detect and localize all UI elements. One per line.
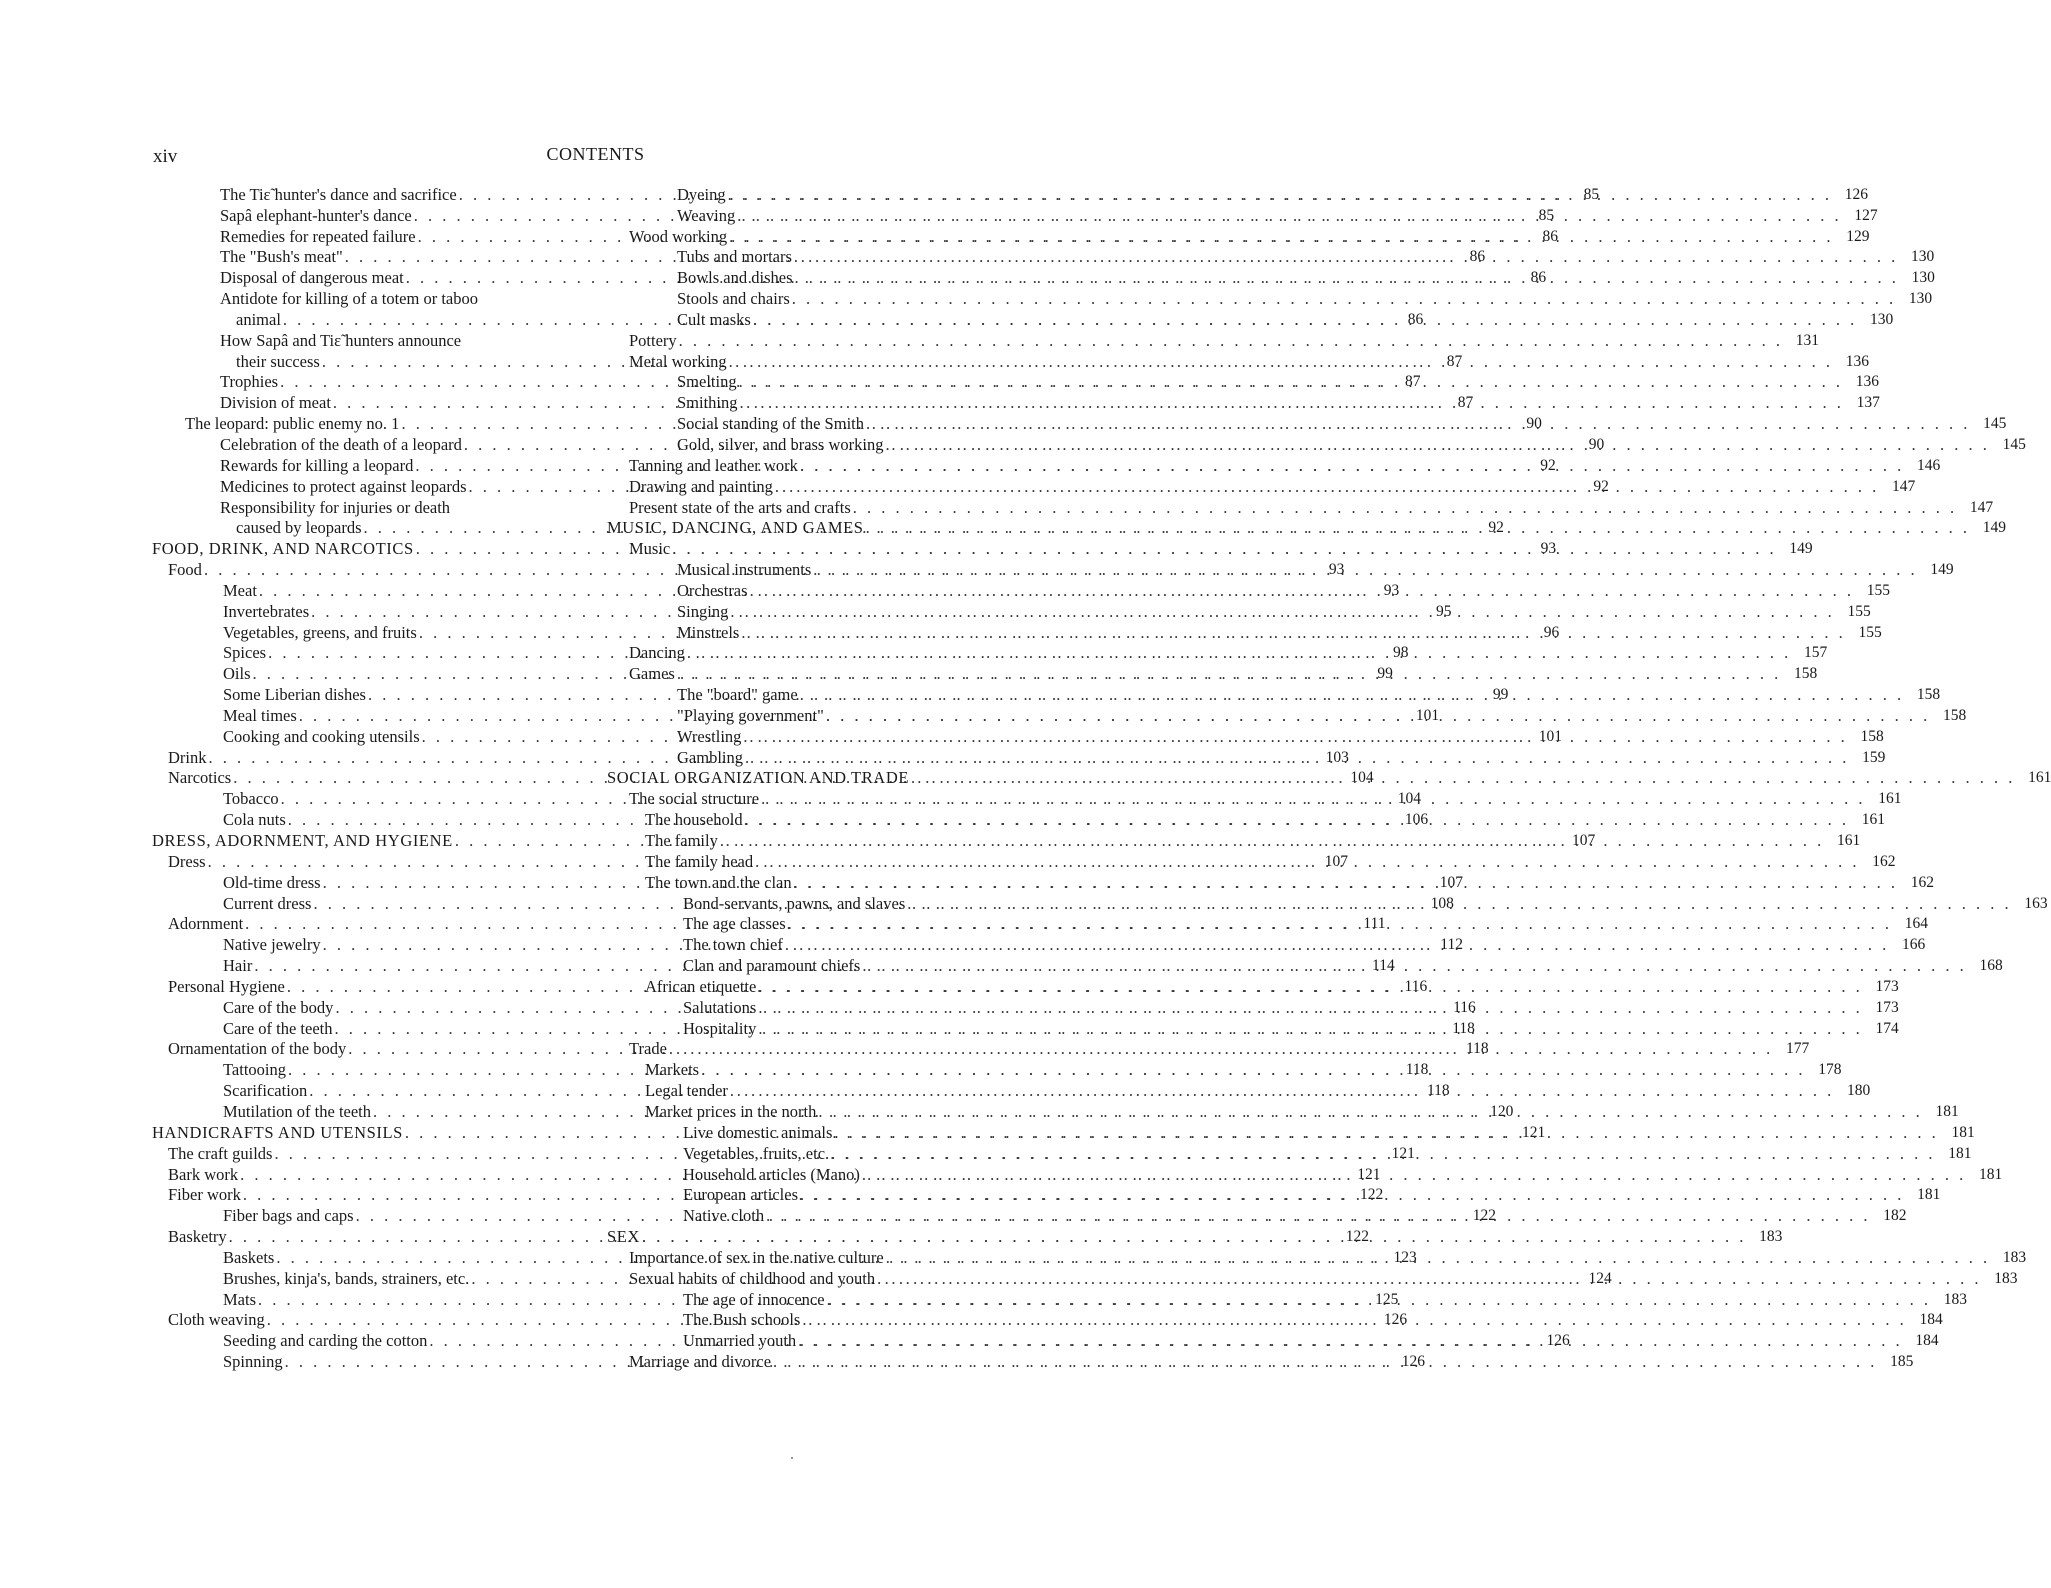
toc-page-number: 149 bbox=[1982, 519, 2006, 537]
toc-entry-label: How Sapâ and Tiɛ̃ hunters announce bbox=[220, 330, 462, 350]
toc-page-number: 136 bbox=[1855, 373, 1879, 391]
toc-page-number: 158 bbox=[1942, 706, 1967, 724]
leader-dots bbox=[864, 518, 1972, 537]
toc-entry-label: Personal Hygiene bbox=[168, 976, 285, 996]
toc-page-number: 121 bbox=[1522, 1123, 1546, 1141]
toc-entry-label: Stools and chairs bbox=[677, 289, 790, 309]
leader-dots bbox=[753, 852, 1861, 871]
toc-entry-label: Meal times bbox=[223, 705, 297, 725]
toc-entry-label: Live domestic animals bbox=[683, 1122, 833, 1142]
leader-dots bbox=[860, 1165, 1968, 1184]
toc-page-number: 122 bbox=[1360, 1186, 1384, 1204]
toc-entry-label: Antidote for killing of a totem or taboo bbox=[220, 289, 478, 309]
toc-page-number: 101 bbox=[1538, 727, 1562, 745]
toc-page-number: 157 bbox=[1804, 644, 1828, 662]
toc-page-number: 96 bbox=[1543, 623, 1560, 641]
toc-page-number: 158 bbox=[1793, 665, 1818, 683]
toc-entry-label: Scarification bbox=[223, 1081, 308, 1101]
leader-dots bbox=[860, 956, 1968, 975]
toc-page-number: 183 bbox=[1759, 1228, 1783, 1246]
toc-entry-label: "Playing government" bbox=[677, 705, 824, 725]
toc-page-number: 147 bbox=[1892, 477, 1916, 495]
toc-entry-label: Food bbox=[168, 560, 202, 580]
toc-page-number: 147 bbox=[1969, 498, 1994, 516]
toc-entry-label: Cult masks bbox=[677, 309, 751, 329]
toc-entry-label: Some Liberian dishes bbox=[223, 685, 366, 705]
toc-page-number: 111 bbox=[1363, 915, 1386, 933]
toc-entry-label: Music bbox=[629, 539, 671, 559]
toc-entry-label: The town and the clan bbox=[645, 872, 792, 892]
toc-entry-label: MUSIC, DANCING, AND GAMES bbox=[607, 518, 864, 538]
toc-page-number: 177 bbox=[1786, 1040, 1810, 1058]
leader-dots bbox=[851, 498, 1959, 517]
toc-entry-label: Metal working bbox=[629, 351, 727, 371]
toc-page-number: 136 bbox=[1845, 352, 1869, 370]
toc-page-number: 103 bbox=[1325, 748, 1349, 766]
toc-entry-label: Singing bbox=[677, 601, 729, 621]
toc-entry-label: DRESS, ADORNMENT, AND HYGIENE bbox=[152, 831, 453, 850]
leader-dots bbox=[718, 831, 1826, 850]
leader-dots bbox=[792, 873, 1900, 892]
leader-dots bbox=[759, 789, 1867, 808]
toc-entry-label: Old-time dress bbox=[223, 872, 321, 892]
leader-dots bbox=[739, 623, 1847, 642]
toc-entry-label: Tanning and leather work bbox=[629, 455, 798, 475]
toc-page-number: 126 bbox=[1844, 185, 1868, 203]
toc-page-number: 116 bbox=[1404, 977, 1428, 995]
toc-page-number: 127 bbox=[1854, 206, 1878, 224]
toc-entry-label: Fiber work bbox=[168, 1185, 241, 1205]
toc-entry-label: Narcotics bbox=[168, 768, 232, 788]
toc-entry-label: Remedies for repeated failure bbox=[220, 226, 416, 246]
toc-page-number: 104 bbox=[1397, 790, 1422, 808]
toc-page-number: 149 bbox=[1789, 540, 1813, 558]
toc-entry-label: Market prices in the north bbox=[645, 1101, 817, 1121]
toc-page-number: 114 bbox=[1372, 957, 1395, 975]
toc-page-number: 107 bbox=[1439, 873, 1463, 891]
leader-dots bbox=[792, 247, 1900, 266]
toc-page-number: 85 bbox=[1583, 185, 1600, 203]
toc-entry-label: Smelting bbox=[677, 372, 737, 392]
leader-dots bbox=[764, 1206, 1872, 1225]
leader-dots bbox=[727, 352, 1835, 371]
leader-dots bbox=[756, 977, 1864, 996]
toc-page-number: 86 bbox=[1407, 310, 1424, 328]
leader-dots bbox=[748, 581, 1856, 600]
toc-entry-label: The "board" game bbox=[677, 685, 798, 705]
toc-entry-line bbox=[148, 329, 580, 350]
toc-entry-label: Importance of sex in the native culture bbox=[629, 1247, 884, 1267]
toc-page-number: 92 bbox=[1593, 477, 1609, 495]
toc-entry-label: Pottery bbox=[629, 330, 677, 350]
toc-entry-label: Brushes, kinja's, bands, strainers, etc. bbox=[223, 1268, 470, 1288]
toc-entry-label: Drawing and painting bbox=[629, 476, 773, 496]
leader-dots bbox=[773, 477, 1881, 496]
toc-page-number: 122 bbox=[1345, 1228, 1370, 1246]
toc-page-number: 92 bbox=[1488, 519, 1504, 537]
toc-entry-label: The family bbox=[645, 831, 718, 850]
toc-entry-label: Basketry bbox=[168, 1227, 227, 1247]
toc-entry-label: The leopard: public enemy no. 1 bbox=[185, 414, 400, 434]
toc-page-number: 120 bbox=[1490, 1102, 1514, 1120]
leader-dots bbox=[735, 206, 1843, 225]
page-folio: xiv bbox=[153, 146, 178, 167]
toc-entry-label: Spices bbox=[223, 643, 267, 663]
toc-entry-label: Household articles (Mano) bbox=[683, 1164, 860, 1184]
toc-page-number: 104 bbox=[1350, 769, 1374, 787]
toc-entry-label: The household bbox=[645, 810, 743, 830]
toc-entry-label: Markets bbox=[645, 1060, 700, 1080]
toc-page-number: 126 bbox=[1546, 1332, 1570, 1350]
toc-page-number: 178 bbox=[1818, 1061, 1842, 1079]
toc-page-number: 149 bbox=[1930, 561, 1954, 579]
toc-entry-line bbox=[148, 287, 580, 308]
toc-entry[interactable] bbox=[605, 496, 1994, 517]
leader-dots bbox=[699, 1060, 1807, 1079]
toc-page-number: 87 bbox=[1457, 394, 1474, 412]
toc-page-number: 118 bbox=[1465, 1040, 1489, 1058]
toc-entry-label: Weaving bbox=[677, 205, 736, 225]
toc-entry-label: Care of the body bbox=[223, 997, 334, 1017]
toc-entry-label: Cola nuts bbox=[223, 810, 286, 830]
toc-entry-label: Tobacco bbox=[223, 789, 279, 809]
toc-entry-label: Mats bbox=[223, 1289, 256, 1309]
toc-entry-label: Hair bbox=[223, 956, 253, 976]
toc-page-number: 99 bbox=[1492, 686, 1509, 704]
toc-entry[interactable] bbox=[605, 329, 1820, 350]
toc-page-number: 92 bbox=[1540, 456, 1556, 474]
toc-entry-label: Dyeing bbox=[677, 184, 726, 204]
toc-entry-label: Trophies bbox=[220, 372, 279, 392]
toc-entry-label: Bowls and dishes bbox=[677, 268, 793, 288]
toc-entry-label: caused by leopards bbox=[236, 518, 362, 538]
leader-dots bbox=[793, 268, 1901, 287]
leader-dots bbox=[738, 393, 1846, 412]
toc-entry-label: Native cloth bbox=[683, 1206, 765, 1226]
toc-page-number: 185 bbox=[1890, 1353, 1914, 1371]
toc-page-number: 130 bbox=[1911, 269, 1935, 287]
toc-entry-label: Bark work bbox=[168, 1164, 239, 1184]
toc-page-number: 95 bbox=[1436, 602, 1452, 620]
toc-page-number: 112 bbox=[1440, 936, 1463, 954]
leader-dots bbox=[751, 310, 1859, 329]
toc-entry-label: The age of innocence bbox=[683, 1289, 825, 1309]
toc-entry-label: Care of the teeth bbox=[223, 1018, 333, 1038]
toc-page-number: 131 bbox=[1795, 331, 1820, 349]
toc-entry-label: Clan and paramount chiefs bbox=[683, 956, 861, 976]
toc-page-number: 130 bbox=[1911, 248, 1935, 266]
leader-dots bbox=[783, 935, 1891, 954]
toc-entry-label: Legal tender bbox=[645, 1081, 728, 1101]
leader-dots bbox=[743, 748, 1851, 767]
leader-dots bbox=[816, 1102, 1924, 1121]
leader-dots bbox=[670, 539, 1778, 558]
leader-dots bbox=[640, 1227, 1748, 1246]
toc-page-number: 159 bbox=[1862, 748, 1886, 766]
toc-entry-label: Ornamentation of the body bbox=[168, 1039, 347, 1059]
leader-dots bbox=[756, 1019, 1864, 1038]
toc-page-number: 155 bbox=[1866, 581, 1890, 599]
leader-dots bbox=[726, 185, 1834, 204]
leader-dots bbox=[728, 1081, 1836, 1100]
toc-page-number: 125 bbox=[1375, 1290, 1399, 1308]
toc-page-number: 183 bbox=[2002, 1248, 2027, 1266]
toc-page-number: 86 bbox=[1530, 269, 1547, 287]
toc-entry-label: Social standing of the Smith bbox=[677, 414, 864, 434]
toc-page-number: 126 bbox=[1383, 1311, 1408, 1329]
leader-dots bbox=[800, 1310, 1908, 1329]
leader-dots bbox=[832, 1123, 1940, 1142]
toc-page-number: 155 bbox=[1858, 623, 1882, 641]
toc-page-number: 145 bbox=[2002, 435, 2026, 453]
toc-page-number: 118 bbox=[1426, 1082, 1450, 1100]
leader-dots bbox=[741, 727, 1849, 746]
toc-page-number: 99 bbox=[1377, 665, 1393, 683]
running-title: CONTENTS bbox=[546, 144, 645, 164]
toc-entry-label: Gold, silver, and brass working bbox=[677, 434, 884, 454]
toc-entry-label: Vegetables, fruits, etc. bbox=[683, 1143, 830, 1163]
toc-entry-label: Division of meat bbox=[220, 393, 331, 413]
toc-entry-label: Bond-servants, pawns, and slaves bbox=[683, 893, 906, 913]
toc-entry-label: Cooking and cooking utensils bbox=[223, 726, 420, 746]
toc-page-number: 98 bbox=[1392, 644, 1409, 662]
toc-page-number: 183 bbox=[1994, 1269, 2018, 1287]
toc-entry-label: Gambling bbox=[677, 747, 743, 767]
toc-entry-label: SEX bbox=[607, 1227, 640, 1247]
leader-dots bbox=[796, 1331, 1904, 1350]
leader-dots bbox=[798, 1185, 1906, 1204]
toc-page-number: 181 bbox=[1979, 1165, 2003, 1183]
toc-entry-label: animal bbox=[236, 309, 281, 329]
toc-entry-label: Sexual habits of childhood and youth bbox=[629, 1268, 876, 1288]
leader-dots bbox=[909, 768, 2017, 787]
toc-entry-label: Orchestras bbox=[677, 580, 748, 600]
toc-entry-label: The craft guilds bbox=[168, 1143, 273, 1163]
toc-page-number: 118 bbox=[1405, 1061, 1429, 1079]
toc-entry-label: Medicines to protect against leopards bbox=[220, 476, 467, 496]
leader-dots bbox=[743, 810, 1851, 829]
toc-entry-label: their success bbox=[236, 351, 320, 371]
leader-dots bbox=[884, 1248, 1992, 1267]
toc-page-number: 90 bbox=[1526, 415, 1542, 433]
toc-page-number: 90 bbox=[1588, 435, 1605, 453]
toc-entry-label: The Bush schools bbox=[683, 1310, 801, 1330]
toc-page-number: 122 bbox=[1472, 1207, 1496, 1225]
toc-entry-label: Minstrels bbox=[677, 622, 740, 642]
toc-entry-label: Musical instruments bbox=[677, 560, 812, 580]
toc-entry-label: Marriage and divorce bbox=[629, 1352, 772, 1372]
toc-page-number: 93 bbox=[1328, 561, 1345, 579]
toc-entry-label: Baskets bbox=[223, 1247, 275, 1267]
toc-entry-label: Native jewelry bbox=[223, 935, 321, 955]
toc-page-number: 86 bbox=[1469, 248, 1486, 266]
toc-page-number: 126 bbox=[1401, 1353, 1425, 1371]
leader-dots bbox=[786, 914, 1894, 933]
toc-entry-label: Salutations bbox=[683, 997, 757, 1017]
toc-entry-label: Dancing bbox=[629, 643, 685, 663]
toc-page-number: 161 bbox=[2028, 769, 2051, 787]
toc-page-number: 181 bbox=[1935, 1102, 1959, 1120]
leader-dots bbox=[829, 1144, 1937, 1163]
toc-page-number: 158 bbox=[1916, 686, 1941, 704]
toc-entry-label: Games bbox=[629, 664, 675, 684]
leader-dots bbox=[667, 1039, 1775, 1058]
toc-entry-label: African etiquette bbox=[645, 976, 757, 996]
leader-dots bbox=[685, 643, 1793, 662]
toc-entry-label: Dress bbox=[168, 851, 206, 871]
toc-page-number: 121 bbox=[1357, 1165, 1381, 1183]
toc-entry-label: European articles bbox=[683, 1185, 798, 1205]
toc-page-number: 181 bbox=[1917, 1186, 1941, 1204]
leader-dots bbox=[875, 1269, 1983, 1288]
toc-page-number: 163 bbox=[2024, 894, 2048, 912]
toc-page-number: 86 bbox=[1542, 227, 1558, 245]
toc-entry-line bbox=[148, 496, 580, 517]
toc-entry-label: Present state of the arts and crafts bbox=[629, 497, 851, 517]
toc-entry-label: Tubs and mortars bbox=[677, 247, 792, 267]
toc-entry-label: Adornment bbox=[168, 914, 244, 934]
toc-page-number: 108 bbox=[1430, 894, 1454, 912]
toc-page-number: 121 bbox=[1391, 1144, 1415, 1162]
toc-page-number: 161 bbox=[1861, 811, 1885, 829]
leader-dots bbox=[677, 331, 1785, 350]
leader-dots bbox=[905, 894, 2013, 913]
toc-entry-label: Hospitality bbox=[683, 1018, 757, 1038]
toc-entry[interactable] bbox=[605, 287, 1933, 309]
toc-page-number: 145 bbox=[1983, 415, 2007, 433]
toc-entry-label: Vegetables, greens, and fruits bbox=[223, 622, 417, 642]
toc-entry-label: Disposal of dangerous meat bbox=[220, 268, 404, 288]
leader-dots bbox=[798, 456, 1906, 475]
toc-page-number: 162 bbox=[1872, 852, 1896, 870]
toc-page-number: 183 bbox=[1943, 1290, 1967, 1308]
toc-entry-label: Drink bbox=[168, 747, 207, 767]
toc-page-number: 158 bbox=[1860, 727, 1884, 745]
toc-entry-label: SOCIAL ORGANIZATION AND TRADE bbox=[607, 768, 910, 788]
toc-page-number: 107 bbox=[1571, 832, 1596, 849]
toc-page-number: 155 bbox=[1847, 602, 1871, 620]
leader-dots bbox=[883, 435, 1991, 454]
toc-entry-label: Fiber bags and caps bbox=[223, 1206, 354, 1226]
leader-dots bbox=[811, 560, 1919, 579]
toc-entry-label: Smithing bbox=[677, 393, 738, 413]
toc-entry-label: Current dress bbox=[223, 893, 312, 913]
toc-page-number: 130 bbox=[1908, 290, 1933, 308]
toc-entry-label: Tattooing bbox=[223, 1060, 287, 1080]
toc-page-number: 164 bbox=[1904, 915, 1928, 933]
toc-page-number: 93 bbox=[1383, 581, 1400, 599]
toc-entry-label: FOOD, DRINK, AND NARCOTICS bbox=[152, 539, 414, 559]
toc-page-number: 123 bbox=[1393, 1248, 1417, 1266]
toc-page-number: 173 bbox=[1875, 977, 1899, 995]
toc-entry-label: Spinning bbox=[223, 1352, 283, 1372]
toc-entry-label: The social structure bbox=[629, 789, 760, 809]
leader-dots bbox=[824, 706, 1932, 725]
toc-page-number: 118 bbox=[1452, 1019, 1475, 1037]
toc-entry-label: The age classes bbox=[683, 914, 786, 934]
leader-dots bbox=[771, 1352, 1879, 1371]
toc-page-number: 107 bbox=[1324, 852, 1348, 870]
leader-dots bbox=[728, 602, 1836, 621]
toc-entry-label: Celebration of the death of a leopard bbox=[220, 434, 462, 454]
toc-entry-label: Rewards for killing a leopard bbox=[220, 455, 414, 475]
toc-page-number: 124 bbox=[1588, 1269, 1612, 1287]
toc-page-number: 166 bbox=[1902, 936, 1926, 954]
toc-page-number: 130 bbox=[1869, 310, 1894, 328]
toc-page-number: 87 bbox=[1404, 373, 1421, 391]
toc-entry-label: The Tiɛ̃ hunter's dance and sacrifice bbox=[220, 184, 457, 204]
toc-page-number: 87 bbox=[1446, 352, 1463, 370]
toc-page-number: 116 bbox=[1453, 998, 1476, 1016]
toc-page-number: 181 bbox=[1951, 1123, 1975, 1141]
toc-page-number: 174 bbox=[1875, 1019, 1899, 1037]
toc-page-number: 93 bbox=[1540, 540, 1557, 558]
leader-dots bbox=[756, 998, 1864, 1017]
toc-entry-label: Unmarried youth bbox=[683, 1331, 797, 1351]
toc-page-number: 161 bbox=[1836, 832, 1861, 849]
leader-dots bbox=[798, 685, 1906, 704]
toc-page-number: 182 bbox=[1883, 1207, 1907, 1225]
toc-entry-label: Invertebrates bbox=[223, 601, 310, 621]
toc-page-number: 129 bbox=[1846, 227, 1870, 245]
toc-page-number: 173 bbox=[1875, 998, 1899, 1016]
leader-dots bbox=[864, 414, 1972, 433]
leader-dots bbox=[675, 664, 1783, 683]
leader-dots bbox=[790, 289, 1898, 308]
toc-entry-label: Wrestling bbox=[677, 726, 742, 746]
toc-entry-label: Oils bbox=[223, 664, 251, 684]
toc-page-number: 146 bbox=[1916, 456, 1941, 474]
toc-page-number: 137 bbox=[1856, 394, 1880, 412]
toc-entry-label: Meat bbox=[223, 580, 257, 600]
toc-entry-label: Wood working bbox=[629, 226, 728, 246]
toc-entry-label: The "Bush's meat" bbox=[220, 247, 343, 267]
toc-entry-label: The family head bbox=[645, 851, 754, 871]
toc-entry-label: Sapâ elephant-hunter's dance bbox=[220, 205, 412, 225]
toc-page-number: 180 bbox=[1847, 1082, 1871, 1100]
toc-entry-label: Responsibility for injuries or death bbox=[220, 497, 451, 517]
toc-page-number: 161 bbox=[1878, 790, 1902, 808]
toc-entry-label: Trade bbox=[629, 1039, 667, 1059]
toc-page-number: 184 bbox=[1919, 1311, 1943, 1329]
toc-entry-label: Cloth weaving bbox=[168, 1310, 265, 1330]
toc-entry-label: The town chief bbox=[683, 935, 783, 955]
leader-dots bbox=[727, 227, 1835, 246]
paper-speck bbox=[791, 1457, 793, 1459]
toc-page-number: 181 bbox=[1948, 1144, 1972, 1162]
toc-page-number: 85 bbox=[1538, 206, 1555, 224]
toc-page-number: 106 bbox=[1404, 811, 1429, 829]
toc-page-number: 162 bbox=[1910, 873, 1934, 891]
toc-page-number: 184 bbox=[1915, 1332, 1939, 1350]
leader-dots bbox=[737, 372, 1845, 391]
toc-page-number: 101 bbox=[1415, 706, 1440, 724]
toc-entry-label: Mutilation of the teeth bbox=[223, 1101, 372, 1121]
toc-entry-label: HANDICRAFTS AND UTENSILS bbox=[152, 1122, 403, 1142]
leader-dots bbox=[825, 1290, 1933, 1309]
toc-page-number: 168 bbox=[1979, 957, 2003, 975]
toc-entry-label: Seeding and carding the cotton bbox=[223, 1331, 428, 1351]
